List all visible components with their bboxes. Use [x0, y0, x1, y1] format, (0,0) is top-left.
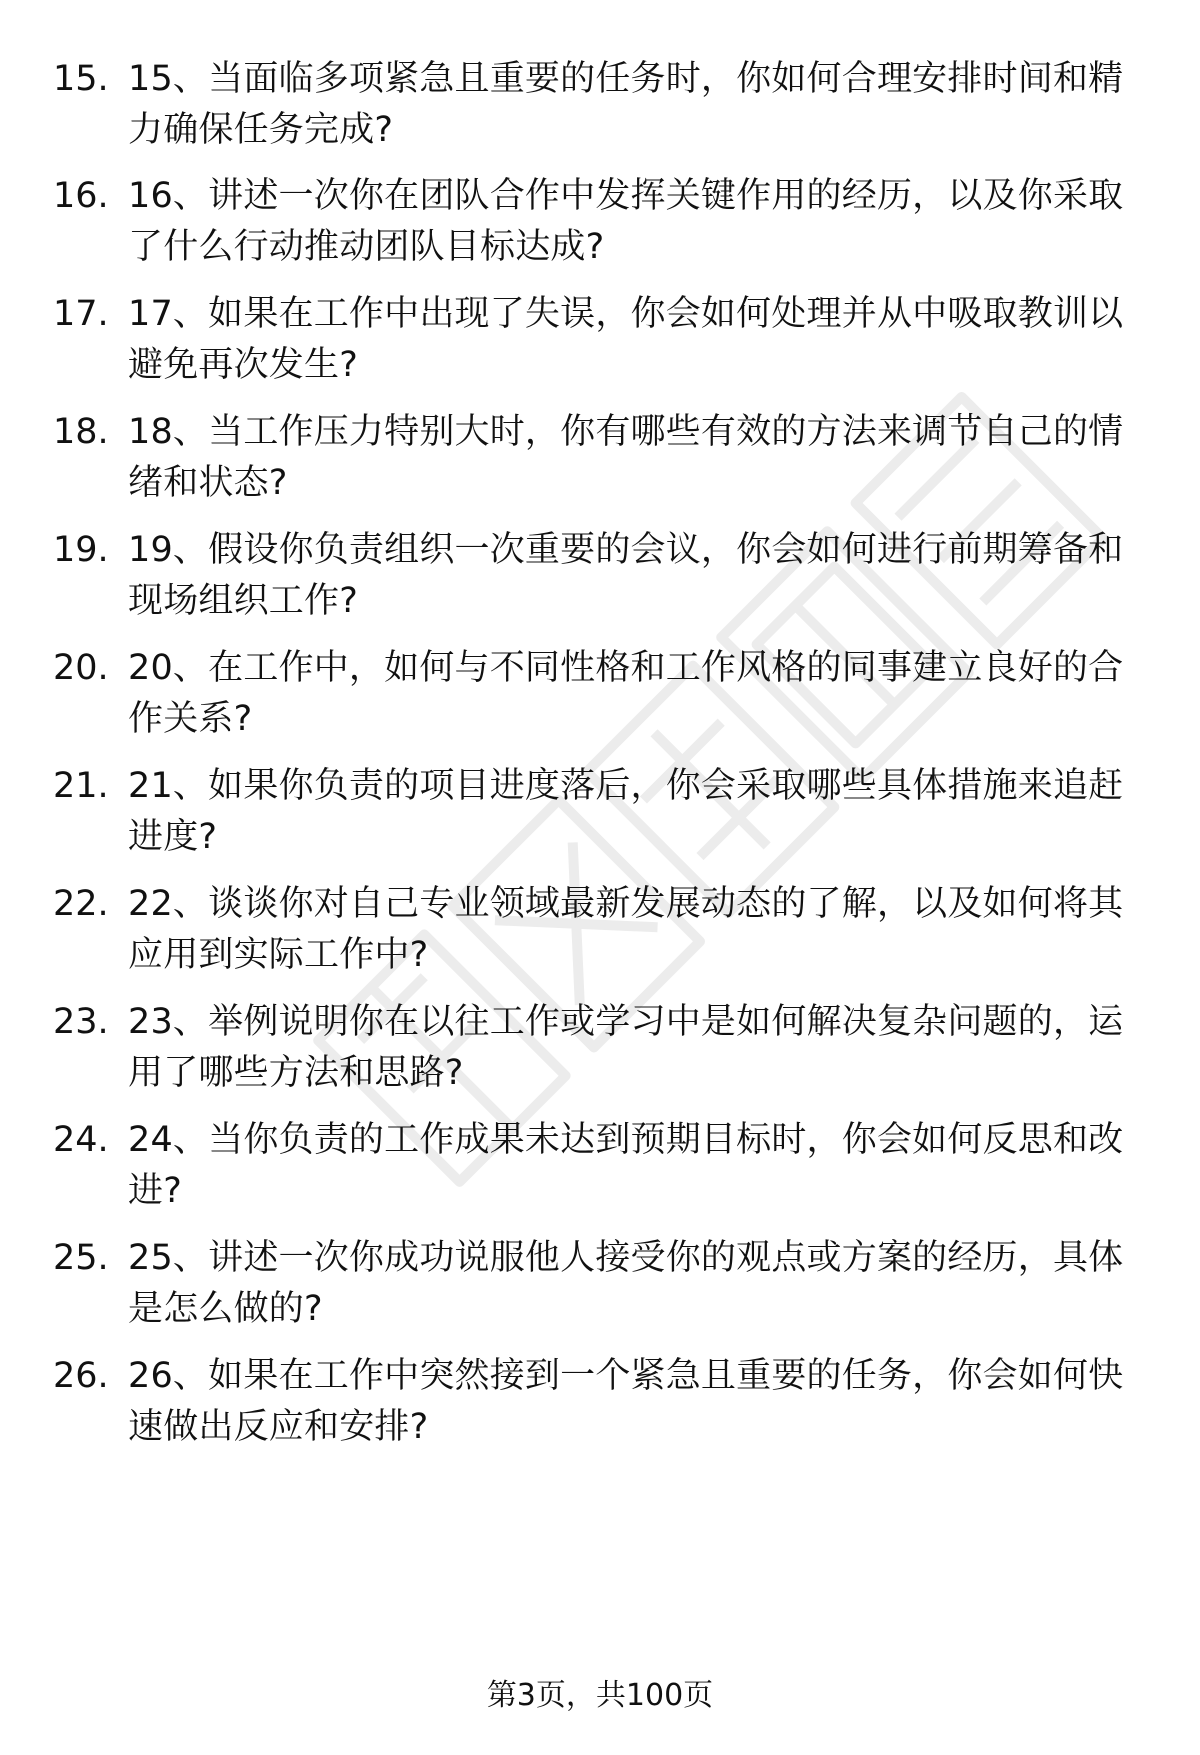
list-item	[0, 525, 1200, 635]
question-number: 25.	[53, 1238, 109, 1278]
question-text: 15、当面临多项紧急且重要的任务时，你如何合理安排时间和精力确保任务完成?	[128, 59, 1124, 150]
page-footer	[0, 1676, 1200, 1716]
question-text: 24、当你负责的工作成果未达到预期目标时，你会如何反思和改进?	[128, 1120, 1124, 1211]
question-text: 26、如果在工作中突然接到一个紧急且重要的任务，你会如何快速做出反应和安排?	[128, 1356, 1124, 1447]
question-text: 17、如果在工作中出现了失误，你会如何处理并从中吸取教训以避免再次发生?	[128, 294, 1124, 385]
question-text: 16、讲述一次你在团队合作中发挥关键作用的经历，以及你采取了什么行动推动团队目标达成?	[128, 176, 1124, 267]
list-item	[0, 997, 1200, 1107]
question-text: 21、如果你负责的项目进度落后，你会采取哪些具体措施来追赶进度?	[128, 766, 1124, 857]
question-text: 23、举例说明你在以往工作或学习中是如何解决复杂问题的，运用了哪些方法和思路?	[128, 1002, 1124, 1093]
question-number: 20.	[53, 648, 109, 688]
question-number: 18.	[53, 412, 109, 452]
list-item	[0, 289, 1200, 399]
question-number: 24.	[53, 1120, 109, 1160]
list-item	[0, 1351, 1200, 1461]
list-item	[0, 171, 1200, 281]
question-text: 18、当工作压力特别大时，你有哪些有效的方法来调节自己的情绪和状态?	[128, 412, 1124, 503]
list-item	[0, 1115, 1200, 1225]
page-number-label: 第3页，共100页	[486, 1678, 714, 1713]
question-number: 17.	[53, 294, 109, 334]
question-text: 20、在工作中，如何与不同性格和工作风格的同事建立良好的合作关系?	[128, 648, 1124, 739]
question-text: 25、讲述一次你成功说服他人接受你的观点或方案的经历，具体是怎么做的?	[128, 1238, 1124, 1329]
question-number: 19.	[53, 530, 109, 570]
question-text: 22、谈谈你对自己专业领域最新发展动态的了解，以及如何将其应用到实际工作中?	[128, 884, 1124, 975]
list-item	[0, 1233, 1200, 1343]
list-item	[0, 54, 1200, 164]
list-item	[0, 761, 1200, 871]
list-item	[0, 643, 1200, 753]
question-number: 15.	[53, 59, 109, 99]
list-item	[0, 879, 1200, 989]
list-item	[0, 407, 1200, 517]
question-number: 23.	[53, 1002, 109, 1042]
question-text: 19、假设你负责组织一次重要的会议，你会如何进行前期筹备和现场组织工作?	[128, 530, 1124, 621]
question-number: 22.	[53, 884, 109, 924]
question-number: 21.	[53, 766, 109, 806]
question-number: 16.	[53, 176, 109, 216]
question-number: 26.	[53, 1356, 109, 1396]
